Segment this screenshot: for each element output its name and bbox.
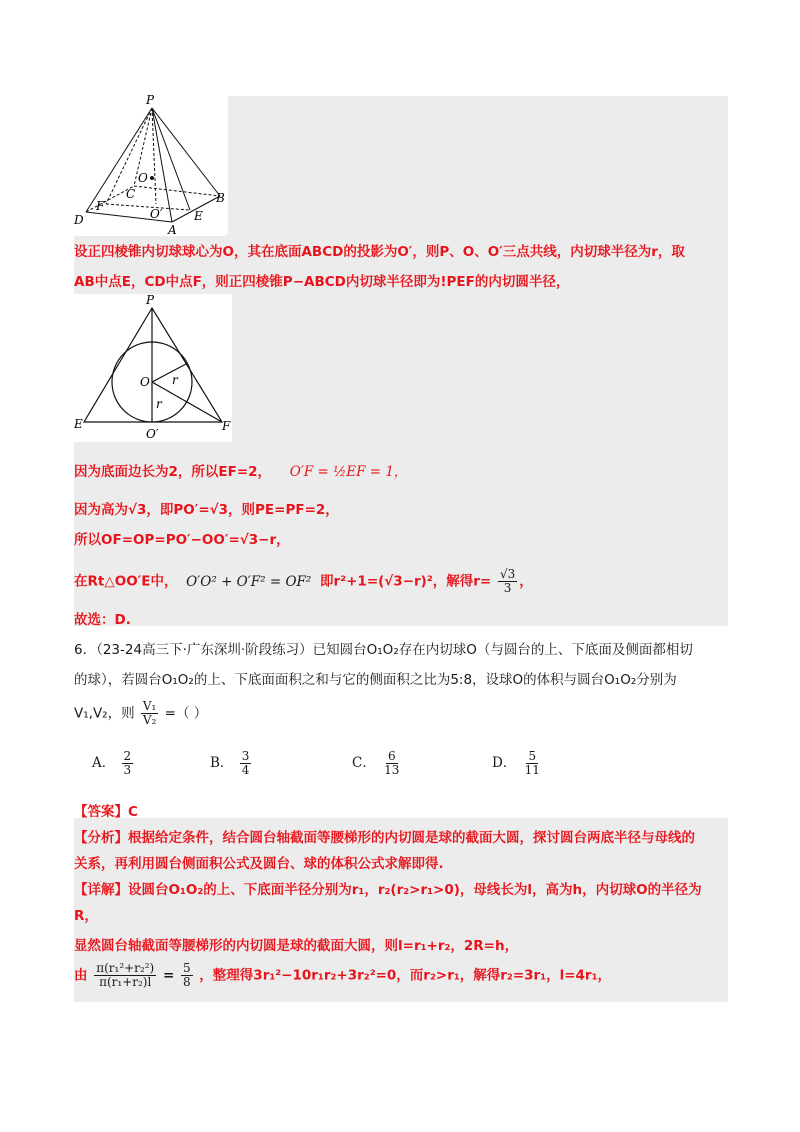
fraction-numerator: 2 — [123, 749, 132, 763]
question6-ratio-fraction — [141, 700, 158, 727]
question6-line3 — [74, 700, 207, 727]
question6-line3a: V₁,V₂，则 — [74, 705, 135, 722]
question6-line1: 6．（23-24高三下·广东深圳·阶段练习）已知圆台O₁O₂存在内切球O（与圆台的上、下底面及侧面都相切 — [74, 642, 693, 658]
option-label: D． — [492, 755, 517, 772]
solution6-detail4b: = — [162, 967, 175, 984]
fraction-numerator: π(r₁²+r₂²) — [96, 961, 155, 975]
fraction-denominator: 8 — [182, 975, 191, 990]
fraction-denominator: π(r₁+r₂)l — [99, 975, 152, 990]
solution5-line6a: 在Rt△OO′E中， — [74, 573, 178, 590]
solution5-line7: 故选：D. — [74, 612, 131, 628]
solution6-detail4 — [74, 962, 611, 989]
pyramid-label: P — [146, 94, 155, 107]
solution6-detail3: 显然圆台轴截面等腰梯形的内切圆是球的截面大圆，则l=r₁+r₂，2R=h， — [74, 938, 519, 954]
solution5-line3b: O′F = ½EF = 1， — [289, 464, 408, 480]
solution5-line3a: 因为底面边长为2，所以EF=2， — [74, 464, 272, 480]
pyramid-label: O′ — [150, 207, 163, 221]
triangle-label: r — [172, 373, 178, 387]
fraction-numerator: 5 — [182, 961, 191, 975]
option-fraction — [382, 750, 401, 777]
option-label: A． — [92, 755, 116, 772]
solution5-line4: 因为高为√3，即PO′=√3，则PE=PF=2， — [74, 502, 339, 518]
option-b[interactable] — [210, 750, 253, 777]
fraction-denominator: 13 — [384, 763, 400, 778]
fraction-denominator: 3 — [503, 581, 512, 596]
option-c[interactable] — [352, 750, 403, 777]
fraction-numerator: 6 — [387, 749, 396, 763]
solution6-area-ratio-fraction — [94, 962, 156, 989]
solution5-result-fraction — [498, 568, 517, 595]
solution6-answer: 【答案】C — [74, 804, 138, 820]
fraction-numerator: 5 — [528, 749, 537, 763]
question6-line2: 的球），若圆台O₁O₂的上、下底面面积之和与它的侧面积之比为5:8，设球O的体积与圆台O₁O₂分别为 — [74, 672, 677, 688]
solution5-line6: 在Rt△OO′E中， O′O² + O′F² = OF² 即r²+1=(√3−r)²，解得r= $\frac{√3}{3}$ ， — [74, 567, 533, 596]
option-d[interactable] — [492, 750, 544, 777]
fraction-denominator: 11 — [524, 763, 540, 778]
triangle-label: P — [146, 294, 155, 307]
fraction-denominator: V₂ — [142, 713, 157, 728]
question6-line3b: =（ ） — [164, 705, 208, 722]
triangle-incircle-figure — [72, 294, 232, 442]
pyramid-label: F — [96, 199, 105, 213]
option-label: C． — [352, 755, 376, 772]
solution5-line6c: 即r²+1=(√3−r)²，解得r= — [320, 573, 492, 590]
fraction-numerator: √3 — [499, 567, 516, 581]
pyramid-figure — [72, 94, 228, 234]
solution6-analysis1: 【分析】根据给定条件，结合圆台轴截面等腰梯形的内切圆是球的截面大圆，探讨圆台两底半径与母线的 — [74, 830, 695, 846]
solution6-detail2: R， — [74, 908, 98, 924]
solution-shade-top — [226, 96, 728, 236]
pyramid-label: O — [138, 171, 148, 185]
triangle-label: O′ — [146, 427, 159, 441]
fraction-numerator: 3 — [241, 749, 250, 763]
fraction-numerator: V₁ — [142, 699, 157, 713]
option-a[interactable] — [92, 750, 135, 777]
triangle-label: F — [222, 419, 231, 433]
solution5-line2: AB中点E，CD中点F，则正四棱锥P−ABCD内切球半径即为!PEF的内切圆半径， — [74, 274, 570, 290]
option-fraction — [523, 750, 542, 777]
solution5-line5: 所以OF=OP=PO′−OO′=√3−r， — [74, 532, 290, 548]
option-label: B． — [210, 755, 234, 772]
pyramid-label: B — [216, 191, 225, 205]
triangle-label: O — [140, 375, 150, 389]
solution5-line1: 设正四棱锥内切球球心为O，其在底面ABCD的投影为O′，则P、O、O′三点共线，内切球半径为r，取 — [74, 244, 685, 260]
triangle-label: E — [74, 417, 83, 431]
solution6-ratio-value-fraction — [181, 962, 193, 989]
pyramid-label: E — [194, 209, 203, 223]
solution6-analysis2: 关系，再利用圆台侧面积公式及圆台、球的体积公式求解即得. — [74, 856, 444, 872]
fraction-denominator: 3 — [123, 763, 132, 778]
pyramid-label: A — [168, 223, 177, 234]
pyramid-label: D — [74, 213, 84, 227]
solution5-line3 — [74, 460, 407, 480]
solution6-detail4c: ，整理得3r₁²−10r₁r₂+3r₂²=0，而r₂>r₁，解得r₂=3r₁，l=4r₁， — [199, 967, 612, 984]
solution6-detail1: 【详解】设圆台O₁O₂的上、下底面半径分别为r₁，r₂(r₂>r₁>0)，母线长为l，高为h，内切球O的半径为 — [74, 882, 702, 898]
solution5-line6b: O′O² + O′F² = OF² — [186, 573, 312, 590]
option-fraction — [122, 750, 134, 777]
fraction-denominator: 4 — [241, 763, 250, 778]
pyramid-label: C — [126, 187, 136, 201]
option-fraction — [240, 750, 252, 777]
triangle-label: r — [156, 397, 162, 411]
solution6-detail4a: 由 — [74, 967, 88, 984]
